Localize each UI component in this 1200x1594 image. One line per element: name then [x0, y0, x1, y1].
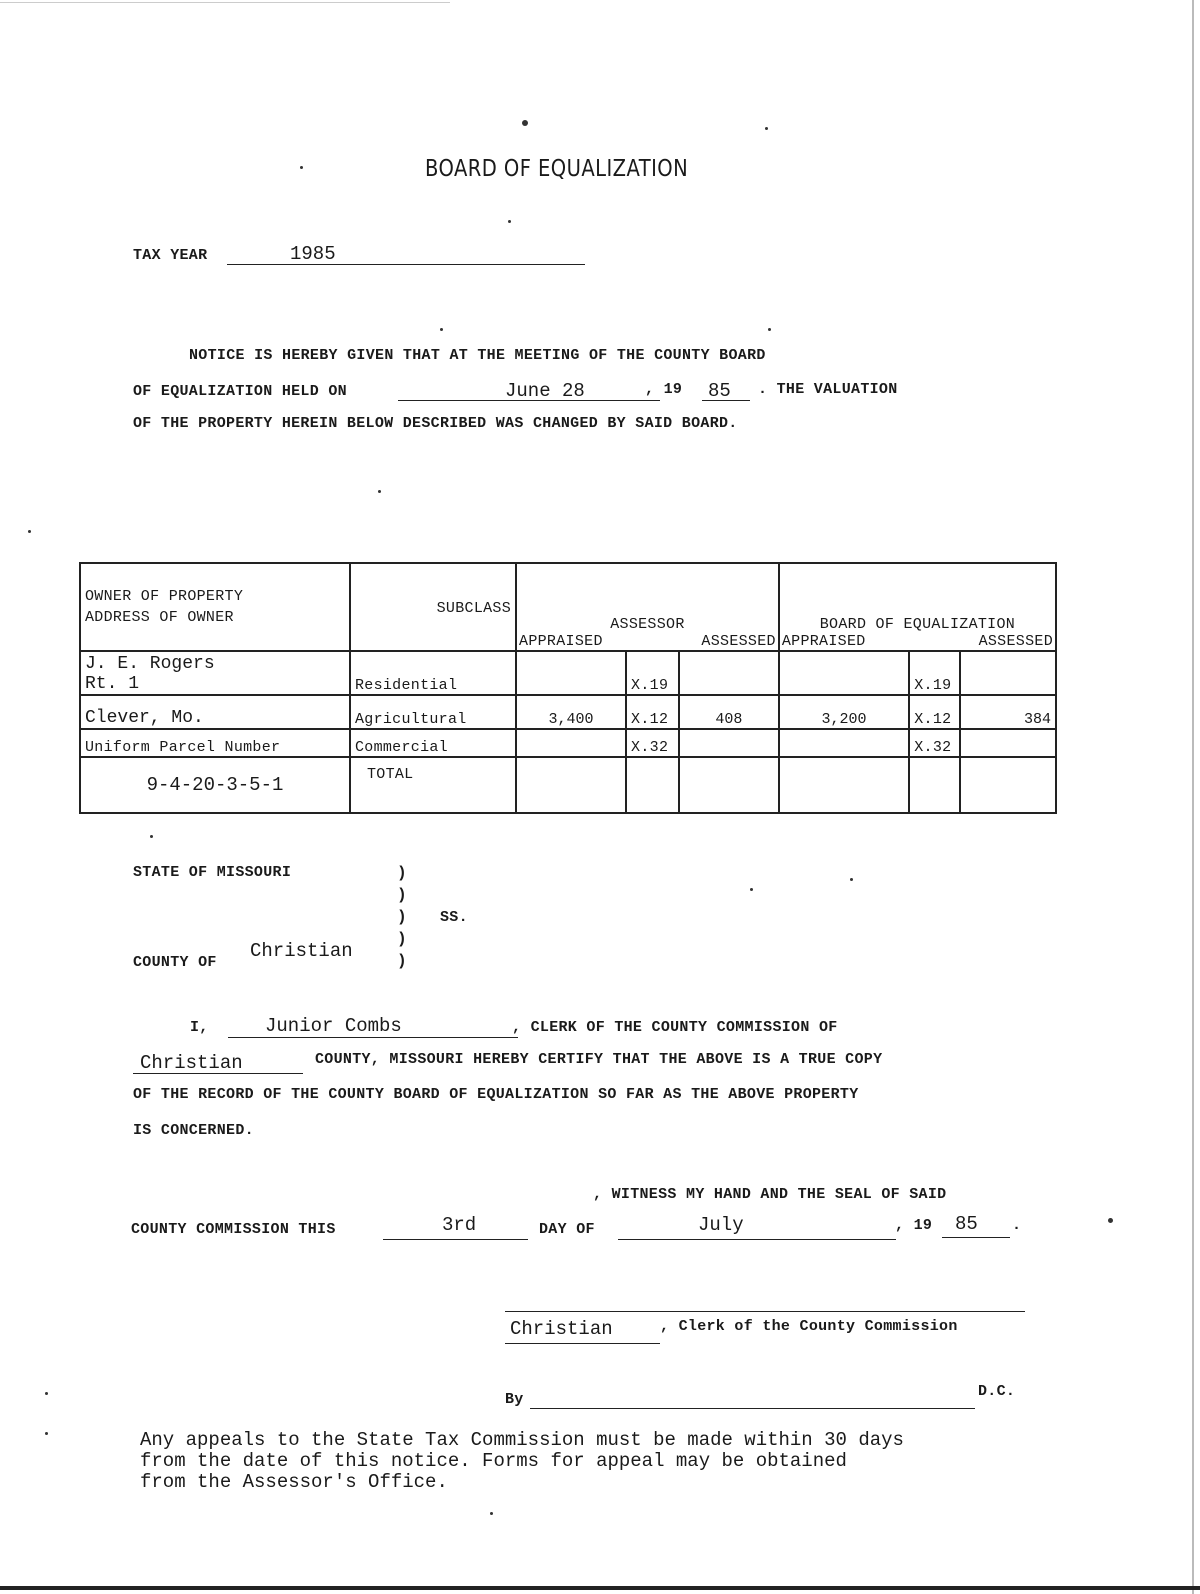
- scan-speck: [768, 328, 771, 331]
- meeting-date: June 28: [505, 380, 585, 402]
- notice-line-1: NOTICE IS HEREBY GIVEN THAT AT THE MEETING OF THE COUNTY BOARD: [189, 347, 766, 364]
- signature-by-line: [530, 1408, 975, 1409]
- witness-month-underline: [618, 1239, 896, 1240]
- scan-speck: [850, 878, 853, 881]
- scan-speck: [522, 120, 528, 126]
- top-edge-line: [0, 2, 450, 3]
- scan-speck: [1108, 1218, 1113, 1223]
- assessor-appraised-cell: [516, 757, 626, 813]
- witness-year-underline: [942, 1237, 1010, 1238]
- owner-header-line-2: ADDRESS OF OWNER: [85, 609, 234, 626]
- owner-name-cell: [80, 651, 350, 695]
- board-appraised-cell: [779, 651, 909, 695]
- venue-ss: SS.: [440, 909, 468, 926]
- venue-county-label: COUNTY OF: [133, 954, 217, 971]
- board-assessed-cell: [960, 757, 1056, 813]
- cert-line-1-suffix: , CLERK OF THE COUNTY COMMISSION OF: [512, 1019, 838, 1036]
- owner-address-1: Rt. 1: [85, 674, 140, 694]
- assessor-rate-cell: [626, 757, 679, 813]
- table-row: [80, 729, 1056, 757]
- appeal-line-3: from the Assessor's Office.: [140, 1471, 448, 1493]
- tax-year-underline: [227, 264, 585, 265]
- witness-period: .: [1012, 1217, 1022, 1234]
- venue-county-value: Christian: [250, 940, 353, 962]
- assessor-rate-cell: X.12: [626, 695, 679, 729]
- witness-line-2-prefix: COUNTY COMMISSION THIS: [131, 1221, 336, 1238]
- assessor-appraised-cell: [516, 729, 626, 757]
- cert-line-4: IS CONCERNED.: [133, 1122, 254, 1139]
- assessor-appraised-cell: 3,400: [516, 695, 626, 729]
- assessor-assessed-header: ASSESSED: [701, 633, 776, 650]
- board-rate-cell: X.12: [909, 695, 960, 729]
- table-row: [80, 757, 1056, 813]
- assessor-assessed-cell: [679, 729, 779, 757]
- signature-county: Christian: [510, 1318, 613, 1340]
- notice-line-2-suffix: . THE VALUATION: [758, 381, 898, 398]
- signature-dc-label: D.C.: [978, 1383, 1016, 1400]
- scan-speck: [440, 328, 443, 331]
- assessor-rate-cell: X.32: [626, 729, 679, 757]
- signature-line: [505, 1311, 1025, 1312]
- scan-speck: [28, 530, 31, 533]
- board-assessed-cell: 384: [960, 695, 1056, 729]
- owner-address-2: Clever, Mo.: [85, 708, 204, 728]
- signature-county-underline: [505, 1343, 660, 1344]
- witness-day: 3rd: [442, 1214, 477, 1236]
- owner-header-line-1: OWNER OF PROPERTY: [85, 588, 244, 605]
- page-bottom-edge: [0, 1586, 1200, 1590]
- assessor-header-cell: [516, 563, 779, 651]
- subclass-header: SUBCLASS: [436, 599, 512, 617]
- scan-speck: [45, 1432, 48, 1435]
- witness-month: July: [698, 1214, 744, 1236]
- scan-speck: [300, 166, 303, 169]
- owner-header-cell: [80, 563, 350, 651]
- parcel-number-cell: [80, 757, 350, 813]
- meeting-year-prefix: , 19: [645, 381, 683, 398]
- subclass-value: Residential: [354, 677, 458, 694]
- subclass-cell: [350, 757, 516, 813]
- owner-address-cell: [80, 695, 350, 729]
- signature-by-label: By: [505, 1391, 524, 1408]
- subclass-cell: [350, 695, 516, 729]
- board-appraised-cell: [779, 757, 909, 813]
- assessor-header: ASSESSOR: [610, 616, 685, 633]
- board-rate-cell: [909, 757, 960, 813]
- board-rate-cell: X.32: [909, 729, 960, 757]
- board-header: BOARD OF EQUALIZATION: [819, 616, 1016, 633]
- scan-speck: [508, 220, 511, 223]
- board-appraised-header: APPRAISED: [781, 633, 866, 650]
- assessor-appraised-cell: [516, 651, 626, 695]
- venue-state: STATE OF MISSOURI: [133, 864, 292, 881]
- witness-year-prefix: , 19: [895, 1217, 933, 1234]
- document-title: BOARD OF EQUALIZATION: [425, 156, 689, 182]
- valuation-table: [79, 562, 1057, 814]
- table-row: [80, 695, 1056, 729]
- board-assessed-header: ASSESSED: [978, 633, 1053, 650]
- assessor-assessed-cell: 408: [679, 695, 779, 729]
- scan-speck: [45, 1392, 48, 1395]
- table-header-row: [80, 563, 1056, 651]
- assessor-rate-cell: X.19: [626, 651, 679, 695]
- scan-speck: [765, 127, 768, 130]
- signature-clerk-label: , Clerk of the County Commission: [660, 1318, 958, 1335]
- subclass-cell: [350, 651, 516, 695]
- table-row: [80, 651, 1056, 695]
- board-assessed-cell: [960, 651, 1056, 695]
- cert-line-2-suffix: COUNTY, MISSOURI HEREBY CERTIFY THAT THE ABOVE IS A TRUE COPY: [315, 1051, 883, 1068]
- tax-year-label: TAX YEAR: [133, 247, 208, 264]
- board-header-cell: [779, 563, 1056, 651]
- scan-speck: [490, 1512, 493, 1515]
- parcel-label-cell: [80, 729, 350, 757]
- meeting-year: 85: [708, 380, 731, 402]
- board-assessed-cell: [960, 729, 1056, 757]
- appeal-line-2: from the date of this notice. Forms for appeal may be obtained: [140, 1450, 847, 1472]
- owner-name: J. E. Rogers: [85, 654, 215, 674]
- tax-year-value: 1985: [290, 243, 336, 265]
- subclass-value: Commercial: [354, 739, 448, 756]
- parcel-label: Uniform Parcel Number: [85, 739, 281, 756]
- scan-speck: [150, 835, 153, 838]
- appeal-line-1: Any appeals to the State Tax Commission must be made within 30 days: [140, 1429, 904, 1451]
- clerk-name: Junior Combs: [265, 1015, 402, 1037]
- cert-i-label: I,: [190, 1019, 209, 1036]
- total-label: TOTAL: [366, 766, 414, 783]
- subclass-value: Agricultural: [354, 711, 467, 728]
- board-rate-cell: X.19: [909, 651, 960, 695]
- witness-year: 85: [955, 1213, 978, 1235]
- assessor-assessed-cell: [679, 651, 779, 695]
- assessor-appraised-header: APPRAISED: [519, 633, 603, 650]
- scan-speck: [378, 490, 381, 493]
- clerk-name-underline: [228, 1037, 518, 1038]
- witness-day-of: DAY OF: [539, 1221, 595, 1238]
- subclass-header-cell: [350, 563, 516, 651]
- scan-speck: [750, 888, 753, 891]
- assessor-assessed-cell: [679, 757, 779, 813]
- notice-line-2-prefix: OF EQUALIZATION HELD ON: [133, 383, 347, 400]
- cert-county: Christian: [140, 1052, 243, 1074]
- board-appraised-cell: 3,200: [779, 695, 909, 729]
- witness-day-underline: [383, 1239, 528, 1240]
- subclass-cell: [350, 729, 516, 757]
- page-right-edge: [1192, 0, 1194, 1594]
- board-appraised-cell: [779, 729, 909, 757]
- venue-bracket: ) ) ) ) ): [397, 864, 407, 970]
- parcel-number: 9-4-20-3-5-1: [146, 774, 284, 796]
- witness-line-1: , WITNESS MY HAND AND THE SEAL OF SAID: [593, 1186, 947, 1203]
- cert-line-3: OF THE RECORD OF THE COUNTY BOARD OF EQUALIZATION SO FAR AS THE ABOVE PROPERTY: [133, 1086, 859, 1103]
- notice-line-3: OF THE PROPERTY HEREIN BELOW DESCRIBED WAS CHANGED BY SAID BOARD.: [133, 415, 738, 432]
